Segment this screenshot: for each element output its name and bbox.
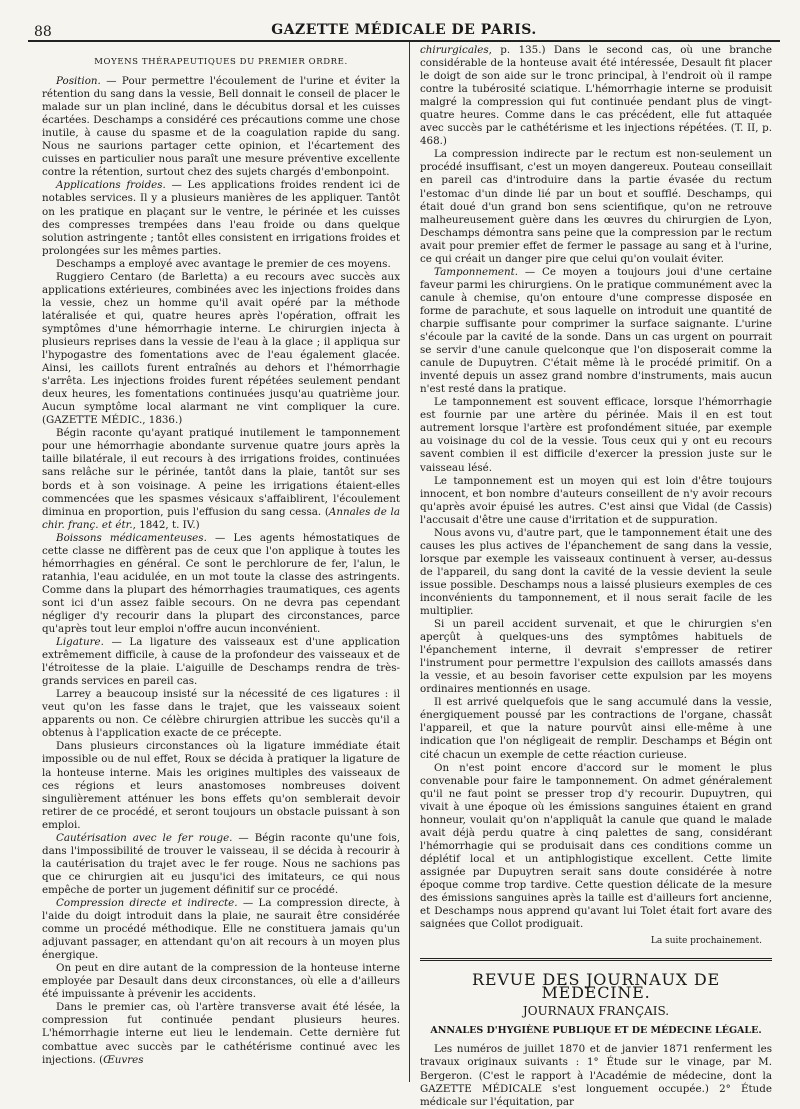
review-title: REVUE DES JOURNAUX DE MÉDECINE. bbox=[472, 970, 720, 1003]
paragraph-text: — Pour permettre l'écoulement de l'urine et éviter la rétention du sang dans la vessie, Bell donnait le conseil de placer le malade sur un plan incliné, dans le décubitus dorsal et les cuisses écartées. Deschamps a considéré ces précautions comme une chose inutile, à cause du spasme et de la coagulation rapide du sang. Nous ne saurions partager cette opinion, et l'écartement des cuisses en particulier nous paraît une mesure préventive excellente contre la rétention, surtout chez des sujets chargés d'embonpoint. bbox=[42, 75, 400, 179]
paragraph: On n'est point encore d'accord sur le moment le plus convenable pour faire le tamponnement. On admet généralement qu'il ne faut point se presser trop d'y recourir. Dupuytren, qui vivait à une époque où les émissions sanguines étaient en grand honneur, voulait qu'on n'appliquât la canule que quand le malade avait déjà perdu quatre à cinq palettes de sang, considérant l'hémorrhagie qui se produisait dans ces conditions comme un déplétif local et un antiphlogistique excellent. Cette limite assignée par Dupuytren serait sans doute considérée à notre époque comme trop tardive. Cette question délicate de la mesure des émissions sanguines après la taille est d'ailleurs fort ancienne, et Deschamps nous apprend qu'avant lui Tolet était fort avare des saignées que Collot prodiguait. bbox=[420, 761, 772, 931]
section-heading: MOYENS THÉRAPEUTIQUES DU PREMIER ORDRE. bbox=[94, 57, 348, 67]
citation: Annales de la chir. franç. et étr. bbox=[42, 505, 400, 531]
paragraph: Ruggiero Centaro (de Barletta) a eu recours avec succès aux applications extérieures, combinées avec les injections froides dans la vessie, chez un homme qu'il avait opéré par la méthode latéralisée et qui, quatre heures après l'opération, offrait les symptômes d'une hémorrhagie interne. Le chirurgien injecta à plusieurs reprises dans la vessie de l'eau à la glace ; il appliqua sur l'hypogastre des fomentations avec de l'eau également glacée. Ainsi, les caillots furent entraînés au dehors et l'hémorrhagie s'arrêta. Les injections froides furent répétées seulement pendant deux heures, les fomentations continuées jusqu'au quatrième jour. Aucun symptôme local alarmant ne vint compliquer la cure. (GAZETTE MÉDIC., 1836.) bbox=[42, 270, 400, 427]
paragraph-text: , 1842, t. IV.) bbox=[132, 518, 200, 531]
paragraph-text: Dans le premier cas, où l'artère transverse avait été lésée, la compression fut continuée pendant plusieurs heures. L'hémorrhagie interne eut lieu le lendemain. Cette dernière fut combattue avec succès par le cathétérisme continué avec les injections. ( bbox=[42, 1001, 400, 1066]
paragraph bbox=[420, 266, 772, 396]
paragraph-text: — La compression directe, à l'aide du doigt introduit dans la plaie, ne saurait être considérée comme un procédé méthodique. Elle ne constituera jamais qu'un adjuvant passager, en attendant qu'on ait recours à un moyen plus énergique. bbox=[42, 897, 400, 962]
paragraph-text: — Les agents hémostatiques de cette classe ne diffèrent pas de ceux que l'on applique à toutes les hémorrhagies en général. Ce sont le perchlorure de fer, l'alun, le ratanhia, l'eau acidulée, en un mot toute la classe des astringents. Comme dans la plupart des hémorrhagies traumatiques, ces agents sont ici d'un assez faible secours. On ne devra pas cependant négliger d'y recourir dans la plupart des circonstances, parce qu'après tout leur emploi n'offre aucun inconvénient. bbox=[42, 531, 400, 636]
paragraph: Le tamponnement est souvent efficace, lorsque l'hémorrhagie est fournie par une artère du périnée. Mais il en est tout autrement lorsque l'artère est profondément située, par exemple au voisinage du col de la vessie. Tous ceux qui y ont eu recours savent combien il est difficile d'exercer la pression juste sur le vaisseau lésé. bbox=[420, 396, 772, 474]
paragraph-heading: Boissons médicamenteuses. bbox=[56, 531, 207, 544]
review-subtitle: JOURNAUX FRANÇAIS. bbox=[522, 1004, 670, 1019]
right-column bbox=[420, 44, 772, 1109]
section-rule bbox=[420, 958, 772, 965]
paragraph-heading: Cautérisation avec le fer rouge. bbox=[56, 831, 233, 844]
paragraph: Les numéros de juillet 1870 et de janvier 1871 renferment les travaux originaux suivants : 1° Étude sur le vinage, par M. Bergeron. (C'est le rapport à l'Académie de médecine, dont la GAZETTE MÉDICALE s'est longuement occupée.) 2° Étude médicale sur l'équitation, par bbox=[420, 1043, 772, 1108]
paragraph: Larrey a beaucoup insisté sur la nécessité de ces ligatures : il veut qu'on les fasse dans le trajet, que les vaisseaux soient apparents ou non. Ce célèbre chirurgien attribue les succès qu'il a obtenus à l'application exacte de ce précepte. bbox=[42, 688, 400, 740]
paragraph-heading: Applications froides. bbox=[56, 179, 166, 192]
newspaper-page bbox=[28, 0, 780, 1108]
paragraph-heading: Tamponnement. bbox=[434, 265, 519, 278]
paragraph: On peut en dire autant de la compression de la honteuse interne employée par Desault dans deux circonstances, où elle a d'ailleurs été impuissante à prévenir les accidents. bbox=[42, 962, 400, 1001]
paragraph: Dans plusieurs circonstances où la ligature immédiate était impossible ou de nul effet, Roux se décida à pratiquer la ligature de la honteuse interne. Mais les origines multiples des vaisseaux de ces régions et leurs anastomoses nombreuses doivent singulièrement atténuer les bons effets qu'on semblerait devoir retirer de ce procédé, et seront toujours un obstacle puissant à son emploi. bbox=[42, 740, 400, 831]
journal-title: GAZETTE MÉDICALE DE PARIS. bbox=[271, 22, 537, 38]
paragraph bbox=[420, 44, 772, 148]
paragraph bbox=[42, 75, 400, 179]
paragraph-text: , p. 135.) Dans le second cas, où une branche considérable de la honteuse avait été intéressée, Desault fit placer le doigt de son aide sur le tronc principal, à l'endroit où il rampe contre la tubérosité sciatique. L'hémorrhagie interne se produisit malgré la compression qui fut continuée pendant plus de vingt-quatre heures. Comme dans le cas précédent, elle fut attaquée avec succès par le cathétérisme et les injections répétées. (T. II, p. 468.) bbox=[420, 44, 772, 148]
left-column bbox=[42, 44, 400, 1067]
paragraph bbox=[42, 897, 400, 962]
page-header bbox=[28, 0, 780, 42]
paragraph-heading: Ligature. bbox=[56, 636, 104, 649]
paragraph: Si un pareil accident survenait, et que le chirurgien s'en aperçût à quelques-uns des symptômes habituels de l'épanchement interne, il devrait s'empresser de retirer l'instrument pour permettre l'expulsion des caillots amassés dans la vessie, et au besoin favoriser cette expulsion par les moyens ordinaires mentionnés en usage. bbox=[420, 618, 772, 696]
paragraph-text: — Ce moyen a toujours joui d'une certaine faveur parmi les chirurgiens. On le pratique communément avec la canule à chemise, qu'on entoure d'une compresse disposée en forme de parachute, et sous laquelle on introduit une quantité de charpie suffisante pour comprimer la surface saignante. L'urine s'écoule par la cavité de la sonde. Dans un cas urgent on pourrait se servir d'une canule quelconque que l'on disposerait comme la canule de Dupuytren. C'était même là le procédé primitif. On a inventé depuis un assez grand nombre d'instruments, mais aucun n'est resté dans la pratique. bbox=[420, 265, 772, 396]
continuation-note: La suite prochainement. bbox=[650, 936, 762, 947]
paragraph bbox=[42, 532, 400, 636]
paragraph-text: — Bégin raconte qu'une fois, dans l'impossibilité de trouver le vaisseau, il se décida à recourir à la cautérisation du trajet avec le fer rouge. Nous ne sachions pas que ce chirurgien ait eu jusqu'ici des imitateurs, ce qui nous empêche de porter un jugement définitif sur ce procédé. bbox=[42, 831, 400, 896]
paragraph-heading: Position. bbox=[56, 75, 101, 88]
paragraph bbox=[42, 179, 400, 257]
paragraph bbox=[42, 636, 400, 688]
paragraph: Deschamps a employé avec avantage le premier de ces moyens. bbox=[56, 257, 391, 270]
paragraph-text: — La ligature des vaisseaux est d'une application extrêmement difficile, à cause de la profondeur des vaisseaux et de l'étroitesse de la plaie. L'aiguille de Deschamps rendra de très-grands services en pareil cas. bbox=[42, 636, 400, 688]
paragraph-text: — Les applications froides rendent ici de notables services. Il y a plusieurs manières de les appliquer. Tantôt on les pratique en plaçant sur le ventre, le périnée et les cuisses des compresses trempées dans l'eau froide ou dans quelque solution astringente ; tantôt elles consistent en irrigations froides et prolongées sur les mêmes parties. bbox=[42, 179, 400, 257]
citation: Œuvres bbox=[103, 1053, 144, 1066]
paragraph: La compression indirecte par le rectum est non-seulement un procédé insuffisant, c'est un moyen dangereux. Pouteau conseillait en pareil cas d'introduire dans la partie évasée du rectum l'estomac d'un dinde lié par un bout et soufflé. Deschamps, qui était doué d'un grand bon sens scientifique, qu'on ne retrouve malheureusement guère dans les œuvres du chirurgien de Lyon, Deschamps démontra sans peine que la compression par le rectum avait pour premier effet de fermer le passage au sang et à l'urine, ce qui créait un danger pire que celui qu'on voulait éviter. bbox=[420, 148, 772, 265]
page-number: 88 bbox=[34, 24, 52, 40]
paragraph bbox=[42, 832, 400, 897]
paragraph: Nous avons vu, d'autre part, que le tamponnement était une des causes les plus actives de l'épanchement de sang dans la vessie, lorsque par exemple les vaisseaux continuent à verser, au-dessus de l'appareil, du sang dont la cavité de la vessie devient la seule issue possible. Deschamps nous a laissé plusieurs exemples de ces inconvénients du tamponnement, et il nous serait facile de les multiplier. bbox=[420, 526, 772, 618]
paragraph-text: Bégin raconte qu'ayant pratiqué inutilement le tamponnement pour une hémorrhagie abondante survenue quatre jours après la taille bilatérale, il eut recours à des irrigations froides, continuées sans relâche sur le périnée, tantôt dans la plaie, tantôt sur ses bords et à son voisinage. A peine les irrigations étaient-elles commencées que les spasmes vésicaux s'affaiblirent, l'écoulement diminua en proportion, puis l'effusion du sang cessa. ( bbox=[42, 427, 400, 518]
column-divider bbox=[409, 42, 410, 1082]
paragraph: Le tamponnement est un moyen qui est loin d'être toujours innocent, et bon nombre d'auteurs conseillent de n'y avoir recours qu'après avoir épuisé les autres. C'est ainsi que Vidal (de Cassis) l'accusait d'être une cause d'irritation et de suppuration. bbox=[420, 474, 772, 526]
paragraph bbox=[42, 1001, 400, 1066]
paragraph-heading: Compression directe et indirecte. bbox=[56, 897, 238, 909]
paragraph: Il est arrivé quelquefois que le sang accumulé dans la vessie, énergiquement poussé par les contractions de l'organe, chassât l'appareil, et que la nature pourvût ainsi elle-même à une indication que l'on négligeait de remplir. Deschamps et Bégin ont cité chacun un exemple de cette réaction curieuse. bbox=[420, 696, 772, 761]
citation: chirurgicales bbox=[420, 44, 489, 56]
paragraph bbox=[42, 427, 400, 531]
review-section-heading: ANNALES D'HYGIÈNE PUBLIQUE ET DE MÉDECINE LÉGALE. bbox=[430, 1025, 762, 1037]
